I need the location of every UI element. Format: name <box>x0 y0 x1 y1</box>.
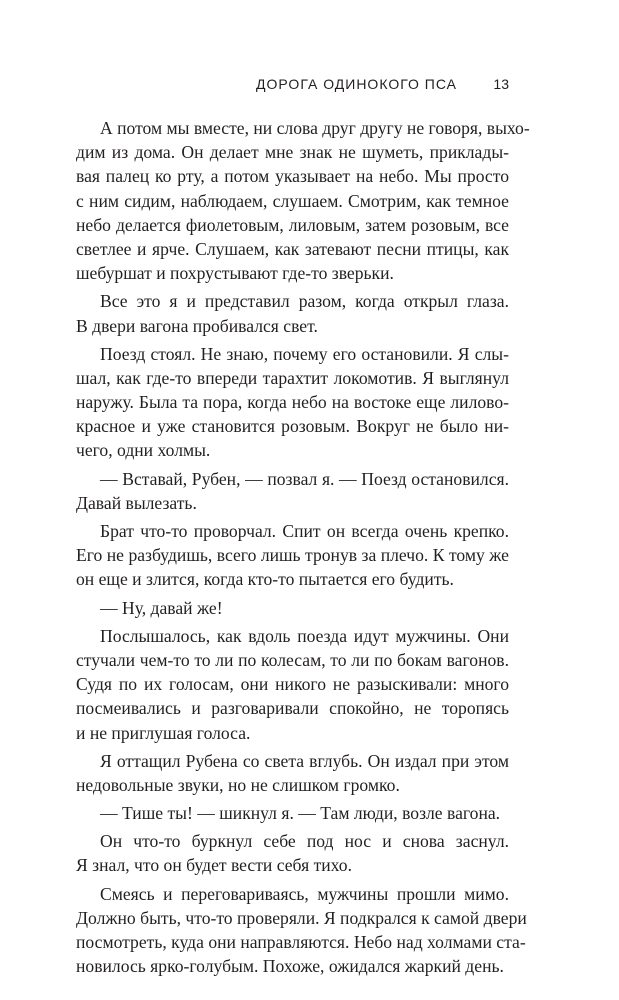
paragraph <box>76 749 509 797</box>
text-line: вая палец ко рту, а потом указывает на небо. Мы просто <box>76 166 509 187</box>
text-line: Должно быть, что-то проверяли. Я подкрался к самой двери <box>76 907 527 928</box>
text-line: А потом мы вместе, ни слова друг другу не говоря, выхо- <box>100 118 530 138</box>
text-line: шебуршат и похрустывают где-то зверьки. <box>76 263 394 284</box>
text-line: и не приглушая голоса. <box>76 722 251 743</box>
text-line: новилось ярко-голубым. Похоже, ожидался жаркий день. <box>76 956 504 977</box>
text-line: чего, одни холмы. <box>76 440 211 461</box>
text-line: недовольные звуки, но не слишком громко. <box>76 774 400 795</box>
paragraph <box>76 882 527 979</box>
text-line: — Ну, давай же! <box>100 597 223 618</box>
text-line: стучали чем-то то ли по колесам, то ли по бокам вагонов. <box>76 649 509 670</box>
paragraph <box>76 519 509 592</box>
text-line: — Вставай, Рубен, — позвал я. — Поезд остановился. <box>100 468 509 489</box>
text-line: Поезд стоял. Не знаю, почему его остановили. Я слы- <box>100 343 509 364</box>
paragraph <box>76 829 509 877</box>
text-line: Он что-то буркнул себе под нос и снова заснул. <box>100 831 509 852</box>
running-head <box>76 76 509 96</box>
text-line: он еще и злится, когда кто-то пытается его будить. <box>76 569 454 590</box>
paragraph <box>76 116 530 285</box>
text-line: наружу. Была та пора, когда небо на востоке еще лилово- <box>76 392 509 413</box>
text-line: с ним сидим, наблюдаем, слушаем. Смотрим, как темное <box>76 190 509 211</box>
text-body <box>76 116 530 982</box>
text-line: Его не разбудишь, всего лишь тронув за плечо. К тому же <box>76 545 509 566</box>
paragraph <box>76 467 509 515</box>
text-line: красное и уже становится розовым. Вокруг не было ни- <box>76 416 509 437</box>
paragraph <box>76 624 509 745</box>
paragraph <box>76 801 509 825</box>
text-line: светлее и ярче. Слушаем, как затевают песни птицы, как <box>76 238 509 259</box>
text-line: небо делается фиолетовым, лиловым, затем розовым, все <box>76 214 509 235</box>
text-line: посмеивались и разговаривали спокойно, не торопясь <box>76 698 509 719</box>
text-line: Судя по их голосам, они никого не разыскивали: много <box>76 674 509 695</box>
text-line: Я знал, что он будет вести себя тихо. <box>76 855 352 876</box>
text-line: Смеясь и переговариваясь, мужчины прошли мимо. <box>100 883 509 904</box>
running-head-title: ДОРОГА ОДИНОКОГО ПСА <box>256 76 457 92</box>
text-line: Послышалось, как вдоль поезда идут мужчины. Они <box>100 625 509 646</box>
text-line: дим из дома. Он делает мне знак не шуметь, приклады- <box>76 142 509 163</box>
text-line: посмотреть, куда они направляются. Небо над холмами ста- <box>76 932 526 952</box>
text-line: шал, как где-то впереди тарахтит локомотив. Я выглянул <box>76 367 509 388</box>
paragraph <box>76 289 509 337</box>
page-number: 13 <box>493 76 509 92</box>
text-line: Я оттащил Рубена со света вглубь. Он издал при этом <box>100 750 509 771</box>
text-line: Все это я и представил разом, когда открыл глаза. <box>100 291 509 312</box>
text-line: Брат что-то проворчал. Спит он всегда очень крепко. <box>100 521 509 541</box>
paragraph <box>76 596 509 620</box>
text-line: В двери вагона пробивался свет. <box>76 315 318 336</box>
text-line: — Тише ты! — шикнул я. — Там люди, возле вагона. <box>100 803 501 824</box>
text-line: Давай вылезать. <box>76 492 197 513</box>
paragraph <box>76 342 509 463</box>
